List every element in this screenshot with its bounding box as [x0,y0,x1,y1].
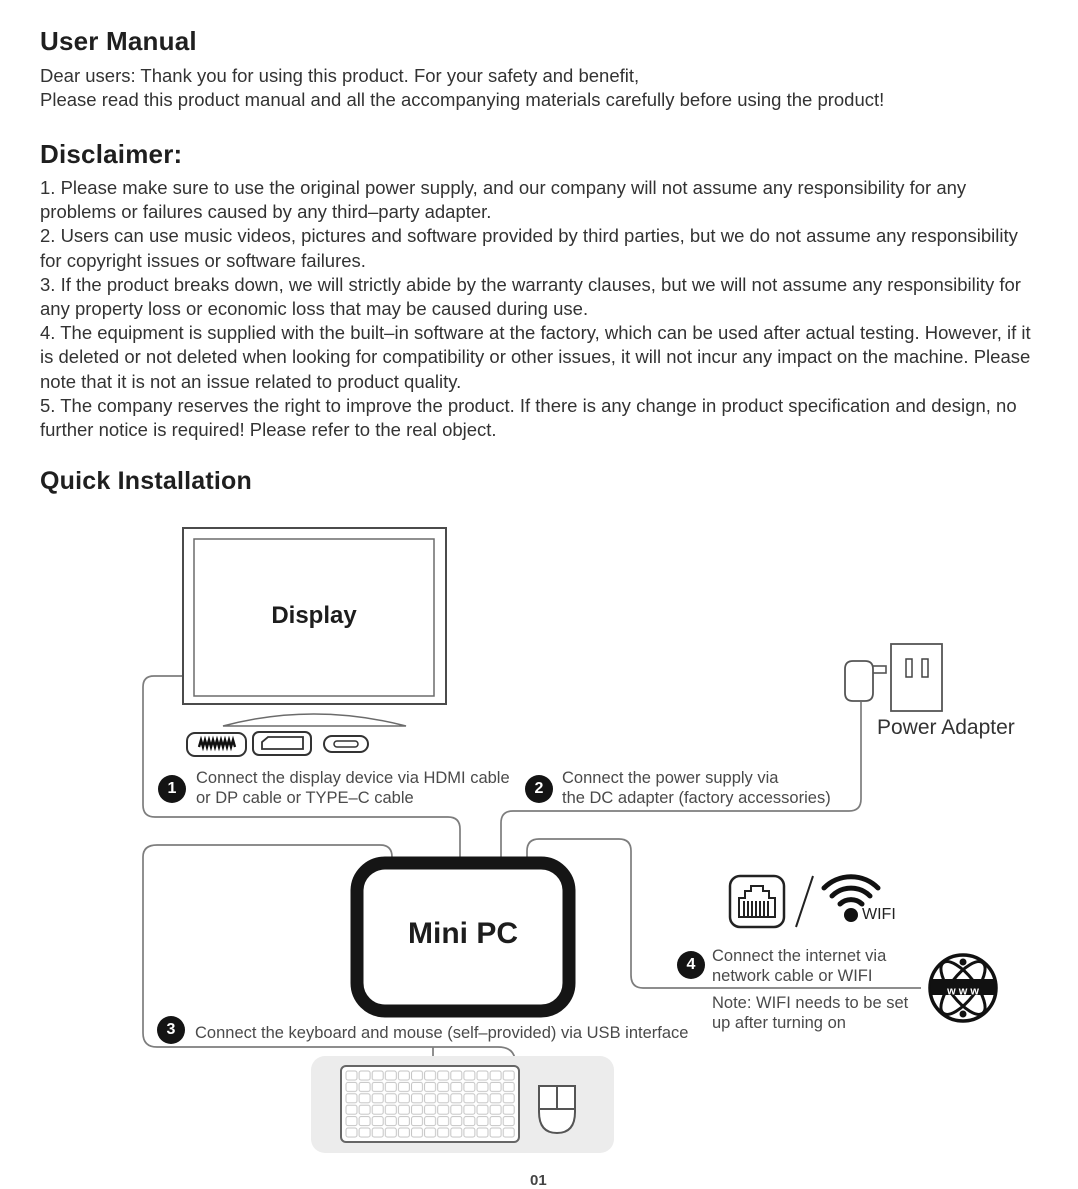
globe-www-label: w w w [947,985,979,998]
step-4-line-1: Connect the internet via [712,947,887,965]
step-2-line-2: the DC adapter (factory accessories) [562,789,831,807]
power-adapter-label: Power Adapter [877,716,1015,739]
step-2-text [562,768,831,808]
keyboard-icon [341,1066,519,1142]
step-2-badge: 2 [525,775,553,803]
wifi-note [712,993,908,1033]
slash-divider [796,876,813,927]
monitor-stand [223,714,406,726]
mini-pc-label: Mini PC [408,917,518,950]
ethernet-port-icon [730,876,784,927]
disclaimer-item: 2. Users can use music videos, pictures and software provided by third parties, but we do not assume any responsibility for copyright issues or software failures. [40,225,1018,271]
disclaimer-item: 5. The company reserves the right to improve the product. If there is any change in product specification and design, no further notice is required! Please refer to the real object. [40,394,1017,441]
wifi-label: WIFI [862,906,896,923]
step-3-line-1: Connect the keyboard and mouse (self–provided) via USB interface [195,1024,689,1042]
step-1-text [196,768,510,808]
www-globe-icon [926,955,1000,1021]
step-3-text [195,1023,688,1043]
page-title: User Manual [40,26,197,56]
disclaimer-heading: Disclaimer: [40,139,183,169]
intro-line-2: Please read this product manual and all the accompanying materials carefully before using the product! [40,89,885,111]
step-1-line-2: or DP cable or TYPE–C cable [196,789,414,807]
wall-outlet-icon [891,644,942,711]
hdmi-port-icon [187,733,246,756]
power-plug-icon [845,661,886,701]
displayport-icon [253,732,311,755]
step-2-line-1: Connect the power supply via [562,769,779,787]
intro-line-1: Dear users: Thank you for using this product. For your safety and benefit, [40,65,640,86]
step-3-badge: 3 [157,1016,185,1044]
display-label: Display [271,602,357,629]
mouse-icon [539,1086,575,1133]
page-number: 01 [530,1172,547,1189]
disclaimer-item: 3. If the product breaks down, we will strictly abide by the warranty clauses, but we will not assume any responsibility for any property loss or economic loss that may be caused during use. [40,273,1021,320]
step-4-line-2: network cable or WIFI [712,967,873,985]
step-1-line-1: Connect the display device via HDMI cable [196,769,510,787]
wifi-note-line-1: Note: WIFI needs to be set [712,994,909,1012]
usb-c-port-icon [324,736,368,752]
step-1-badge: 1 [158,775,186,803]
disclaimer-item: 1. Please make sure to use the original power supply, and our company will not assume any responsibility for any problems or failures caused by any third–party adapter. [40,177,967,223]
step-4-badge: 4 [677,951,705,979]
quick-installation-heading: Quick Installation [40,467,252,495]
disclaimer-item: 4. The equipment is supplied with the built–in software at the factory, which can be used after actual testing. However, if it is deleted or not deleted when looking for compatibility or other issues, it will not incur any impact on the machine. Please note that it is not an issue related to product quality. [40,322,1031,392]
wifi-note-line-2: up after turning on [712,1014,846,1032]
step-4-text [712,946,886,986]
